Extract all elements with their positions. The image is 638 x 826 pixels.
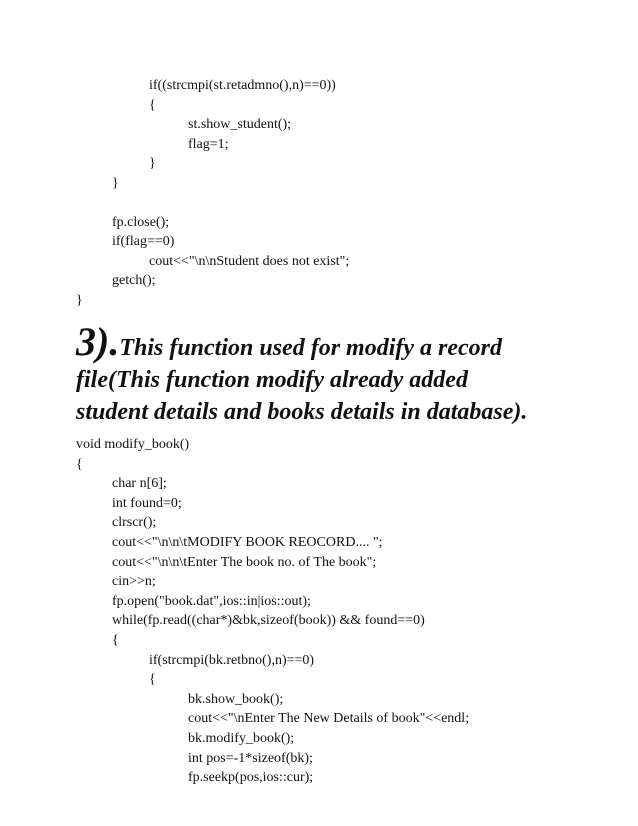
section-number: 3). [76, 319, 120, 364]
code-line: { [112, 633, 119, 648]
code-line: cin>>n; [112, 574, 156, 590]
code-line: fp.open("book.dat",ios::in|ios::out); [112, 593, 311, 609]
code-line: bk.show_book(); [188, 691, 284, 707]
code-line: getch(); [112, 273, 156, 288]
code-line: cout<<"\n\nStudent does not exist"; [149, 253, 350, 269]
code-line: } [149, 156, 156, 171]
code-line: if(strcmpi(bk.retbno(),n)==0) [149, 652, 315, 668]
code-line: if(flag==0) [112, 234, 175, 249]
heading-line-1: This function used for modify a record [119, 335, 503, 361]
code-line: char n[6]; [112, 476, 167, 492]
heading-line-3: student details and books details in database). [76, 399, 528, 425]
section-heading [76, 319, 636, 428]
code-line: cout<<"\nEnter The New Details of book"<<endl; [188, 711, 470, 727]
code-line: fp.seekp(pos,ios::cur); [188, 770, 314, 786]
code-line: } [112, 175, 119, 191]
code-line: } [76, 292, 83, 308]
code-line: int found=0; [112, 495, 182, 511]
code-line: flag=1; [188, 136, 229, 152]
code-line: cout<<"\n\n\tEnter The book no. of The book"; [112, 554, 377, 570]
code-line: bk.modify_book(); [188, 731, 295, 746]
code-line: fp.close(); [112, 214, 170, 230]
code-line: { [149, 97, 156, 113]
code-line: cout<<"\n\n\tMODIFY BOOK REOCORD.... "; [112, 535, 383, 550]
code-line: clrscr(); [112, 515, 157, 531]
code-line: { [149, 672, 156, 688]
code-line: int pos=-1*sizeof(bk); [188, 750, 313, 766]
code-line: void modify_book() [76, 437, 190, 452]
heading-line-2: file(This function modify already added [76, 367, 468, 393]
code-line: { [76, 456, 83, 472]
code-line: st.show_student(); [188, 117, 292, 132]
code-line: if((strcmpi(st.retadmno(),n)==0)) [149, 78, 336, 93]
code-line: while(fp.read((char*)&bk,sizeof(book)) && found==0) [112, 613, 425, 629]
